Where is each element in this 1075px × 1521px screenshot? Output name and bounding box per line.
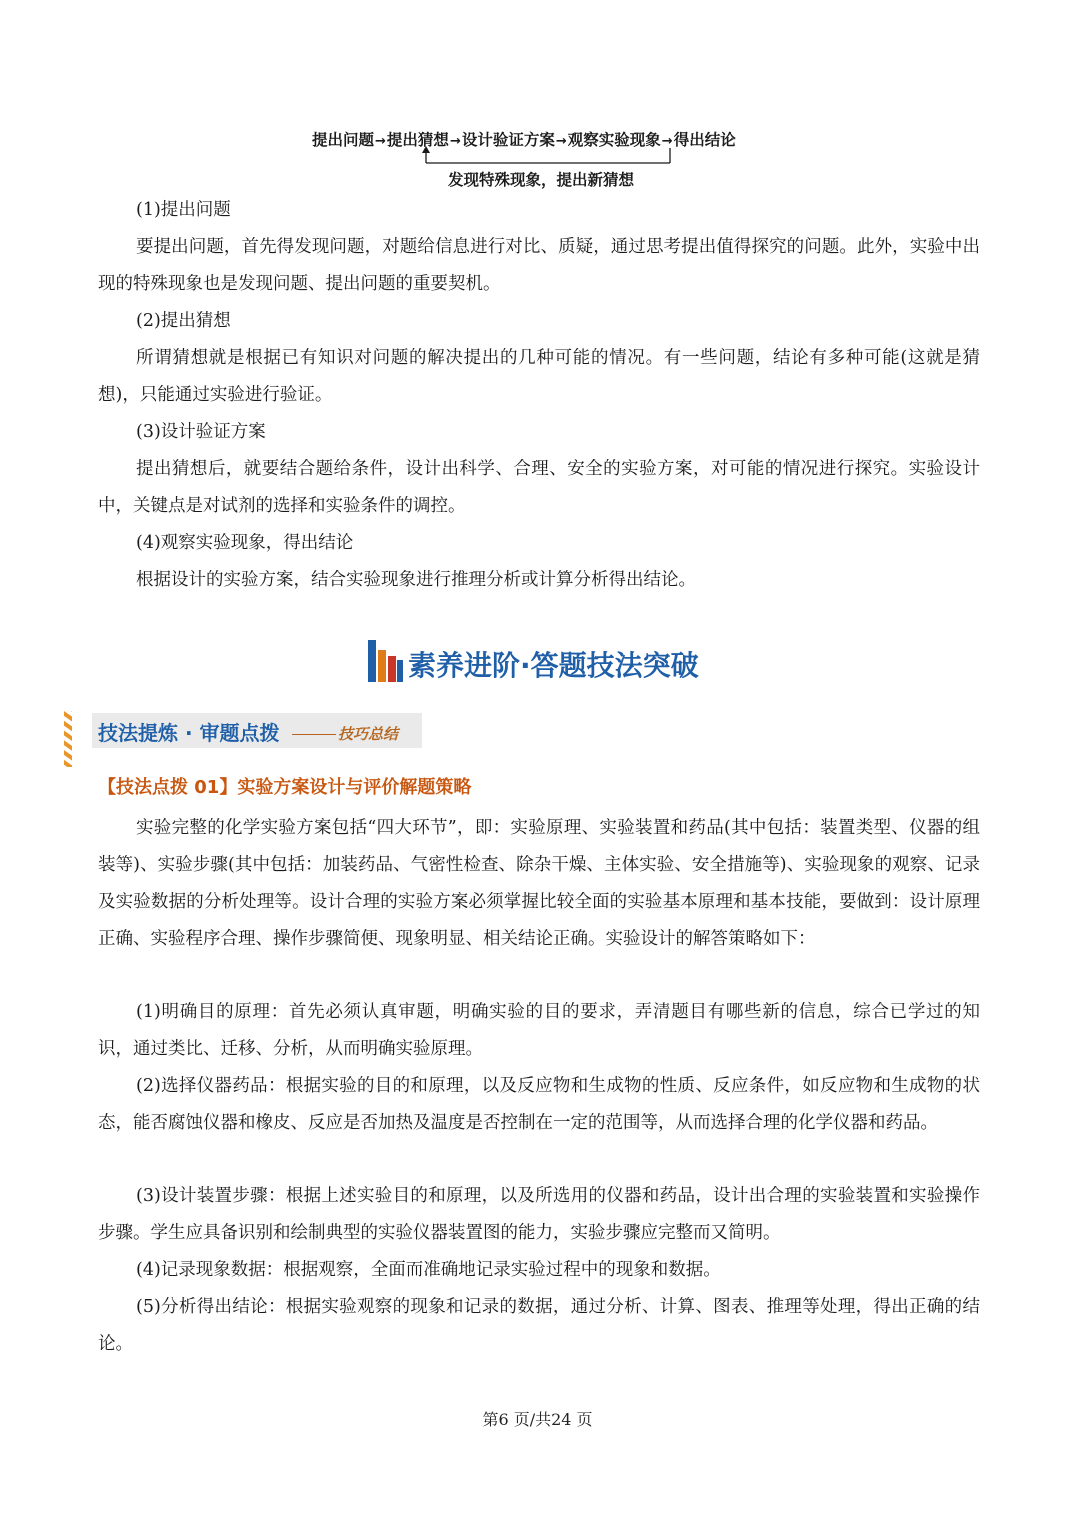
flow-step-3: 设计验证方案 bbox=[461, 131, 555, 149]
section1-heading-4: (4)观察实验现象，得出结论 bbox=[136, 533, 354, 553]
flow-steps bbox=[312, 128, 812, 150]
flow-step-4: 观察实验现象 bbox=[567, 131, 661, 149]
inquiry-flow-diagram bbox=[0, 118, 1075, 198]
section2-item-3: (3)设计装置步骤：根据上述实验目的和原理，以及所选用的仪器和药品，设计出合理的实验装置和实验操作步骤。学生应具备识别和绘制典型的实验仪器装置图的能力，实验步骤应完整而又简明。 bbox=[98, 1186, 980, 1243]
section2-item-4: (4)记录现象数据：根据观察，全面而准确地记录实验过程中的现象和数据。 bbox=[136, 1260, 721, 1280]
technique-subtitle: 技巧总结 bbox=[338, 725, 399, 743]
section1-heading-2: (2)提出猜想 bbox=[136, 311, 231, 331]
flow-step-2: 提出猜想 bbox=[386, 131, 449, 149]
flow-arrow-icon: → bbox=[375, 134, 386, 149]
section1-heading-1: (1)提出问题 bbox=[136, 200, 231, 220]
flow-arrow-icon: → bbox=[661, 134, 673, 149]
section2-item-2: (2)选择仪器药品：根据实验的目的和原理，以及反应物和生成物的性质、反应条件，如反应物和生成物的状态，能否腐蚀仪器和橡皮、反应是否加热及温度是否控制在一定的范围等，从而选择合理的化学仪器和药品。 bbox=[98, 1076, 980, 1133]
tip-title: 【技法点拨 01】实验方案设计与评价解题策略 bbox=[98, 777, 472, 798]
technique-dash bbox=[292, 734, 336, 735]
flow-feedback-label: 发现特殊现象，提出新猜想 bbox=[448, 171, 635, 189]
flow-step-5: 得出结论 bbox=[673, 131, 736, 149]
flow-arrow-icon: → bbox=[555, 134, 567, 149]
technique-title: 技法提炼 · 审题点拨 bbox=[98, 721, 280, 745]
flow-arrow-icon: → bbox=[449, 134, 461, 149]
books-icon bbox=[366, 636, 406, 686]
section1-text-4: 根据设计的实验方案，结合实验现象进行推理分析或计算分析得出结论。 bbox=[136, 570, 696, 590]
section1-text-2: 所谓猜想就是根据已有知识对问题的解决提出的几种可能的情况。有一些问题，结论有多种可能(这就是猜想)，只能通过实验进行验证。 bbox=[98, 348, 980, 405]
stripe-decoration bbox=[64, 711, 72, 767]
section2-intro: 实验完整的化学实验方案包括“四大环节”，即：实验原理、实验装置和药品(其中包括：装置类型、仪器的组装等)、实验步骤(其中包括：加装药品、气密性检查、除杂干燥、主体实验、安全措施等)、实验现象的观察、记录及实验数据的分析处理等。设计合理的实验方案必须掌握比较全面的实验基本原理和基本技能，要做到：设计原理正确、实验程序合理、操作步骤简便、现象明显、相关结论正确。实验设计的解答策略如下： bbox=[98, 818, 980, 949]
flow-step-1: 提出问题 bbox=[312, 131, 375, 149]
section2-item-1: (1)明确目的原理：首先必须认真审题，明确实验的目的要求，弄清题目有哪些新的信息，综合已学过的知识，通过类比、迁移、分析，从而明确实验原理。 bbox=[98, 1002, 980, 1059]
section1-text-3: 提出猜想后，就要结合题给条件，设计出科学、合理、安全的实验方案，对可能的情况进行探究。实验设计中，关键点是对试剂的选择和实验条件的调控。 bbox=[98, 459, 980, 516]
section1-heading-3: (3)设计验证方案 bbox=[136, 422, 266, 442]
section2-item-5: (5)分析得出结论：根据实验观察的现象和记录的数据，通过分析、计算、图表、推理等处理，得出正确的结论。 bbox=[98, 1297, 980, 1354]
banner-title: 素养进阶·答题技法突破 bbox=[408, 649, 699, 682]
page-number: 第6 页/共24 页 bbox=[482, 1410, 593, 1429]
section1-text-1: 要提出问题，首先得发现问题，对题给信息进行对比、质疑，通过思考提出值得探究的问题。此外，实验中出现的特殊现象也是发现问题、提出问题的重要契机。 bbox=[98, 237, 980, 294]
